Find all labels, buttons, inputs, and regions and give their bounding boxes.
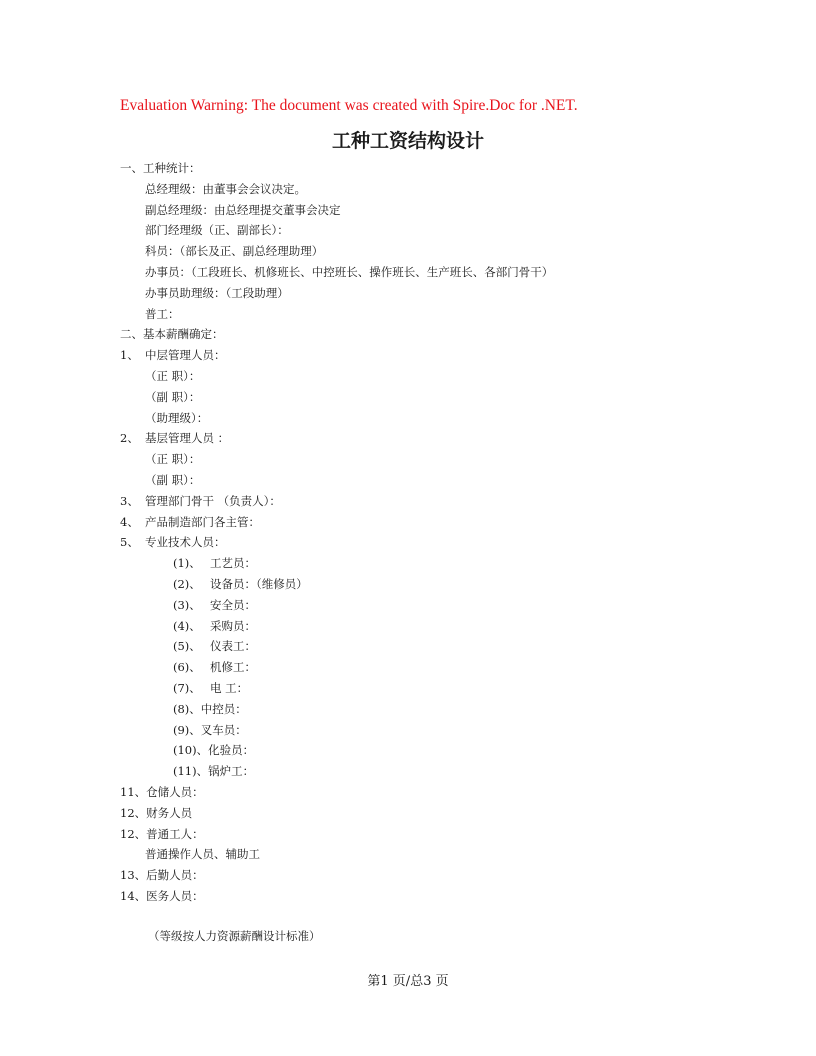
line-number: (3)、 <box>173 597 201 612</box>
line-text: 产品制造部门各主管： <box>145 514 260 529</box>
body-line <box>120 865 204 885</box>
line-text: （助理级）： <box>145 410 209 425</box>
line-text: 中层管理人员： <box>145 348 226 363</box>
body-line <box>145 387 200 407</box>
body-line <box>145 262 553 282</box>
line-number: 1、 <box>120 348 139 363</box>
line-text: (9)、叉车员： <box>173 722 247 737</box>
line-text: 普通操作人员、辅助工 <box>145 847 260 862</box>
page-footer: 第1 页/总3 页 <box>367 974 449 989</box>
body-line <box>145 844 260 864</box>
line-number: 3、 <box>120 493 139 508</box>
body-line <box>173 678 248 698</box>
line-number: 4、 <box>120 514 139 529</box>
line-text: 工艺员： <box>210 556 256 571</box>
line-text: 安全员： <box>210 597 256 612</box>
body-line <box>173 720 247 740</box>
body-line <box>120 512 260 532</box>
body-line <box>173 616 256 636</box>
body-line <box>173 574 308 594</box>
body-line <box>145 241 323 261</box>
body-line <box>145 449 200 469</box>
body-line <box>173 595 256 615</box>
body-line <box>120 345 226 365</box>
document-title: 工种工资结构设计 <box>331 130 484 152</box>
line-text: （正 职）： <box>145 369 201 383</box>
footnote: （等级按人力资源薪酬设计标准） <box>148 929 321 943</box>
body-line <box>120 324 224 344</box>
body-line <box>173 699 247 719</box>
line-text: 科员：（部长及正、副总经理助理） <box>145 244 324 259</box>
line-text: 电 工： <box>210 681 249 695</box>
line-text: 副总经理级：由总经理提交董事会决定 <box>145 202 341 217</box>
line-number: (7)、 <box>173 681 201 695</box>
body-line <box>173 553 256 573</box>
line-text: 普工： <box>145 306 180 321</box>
line-text: (10)、化验员： <box>173 743 255 758</box>
line-number: (4)、 <box>173 618 201 633</box>
line-text: 二、基本薪酬确定： <box>120 327 224 342</box>
body-line <box>145 408 208 428</box>
line-text: 采购员： <box>210 618 256 633</box>
body-line <box>145 304 180 324</box>
body-line <box>145 200 341 220</box>
line-number: (1)、 <box>173 556 201 571</box>
body-line <box>120 428 229 448</box>
line-text: 办事员：（工段班长、机修班长、中控班长、操作班长、生产班长、各部门骨干） <box>145 265 554 279</box>
line-text: 专业技术人员： <box>145 535 226 550</box>
body-line <box>120 491 281 511</box>
line-text: 基层管理人员 ： <box>145 431 230 446</box>
line-text: 12、财务人员 <box>120 805 193 820</box>
body-line <box>120 782 204 802</box>
line-text: 12、普通工人： <box>120 826 204 841</box>
line-text: 11、仓储人员： <box>120 785 204 799</box>
body-line <box>145 366 200 386</box>
line-number: 2、 <box>120 431 139 446</box>
line-number: 5、 <box>120 535 139 550</box>
body-line <box>120 824 204 844</box>
body-line <box>145 470 200 490</box>
line-text: 一、工种统计： <box>120 161 201 175</box>
body-line <box>173 761 254 781</box>
line-text: （副 职）： <box>145 473 201 487</box>
body-line <box>145 220 289 240</box>
line-text: 仪表工： <box>210 639 256 654</box>
line-text: (8)、中控员： <box>173 701 247 716</box>
line-text: 机修工： <box>210 660 256 675</box>
line-text: （副 职）： <box>145 389 201 404</box>
line-text: 管理部门骨干 （负责人）： <box>145 493 281 508</box>
line-text: (11)、锅炉工： <box>173 764 255 779</box>
line-text: 设备员：（维修员） <box>210 577 308 591</box>
body-line <box>145 283 289 303</box>
line-text: 总经理级：由董事会会议决定。 <box>145 181 306 196</box>
line-number: (5)、 <box>173 639 201 654</box>
body-line <box>120 532 226 552</box>
line-text: 13、后勤人员： <box>120 868 204 883</box>
body-line <box>173 657 256 677</box>
body-line <box>120 803 192 823</box>
line-text: 部门经理级（正、副部长）： <box>145 223 289 238</box>
body-line <box>120 886 204 906</box>
evaluation-warning: Evaluation Warning: The document was created with Spire.Doc for .NET. <box>120 97 578 114</box>
line-text: 办事员助理级：（工段助理） <box>145 285 289 300</box>
line-number: (2)、 <box>173 577 201 591</box>
line-text: 14、医务人员： <box>120 889 204 903</box>
body-line <box>173 636 256 656</box>
body-line <box>120 158 201 178</box>
body-line <box>145 179 306 199</box>
body-line <box>173 740 254 760</box>
line-number: (6)、 <box>173 660 201 675</box>
line-text: （正 职）： <box>145 452 201 467</box>
